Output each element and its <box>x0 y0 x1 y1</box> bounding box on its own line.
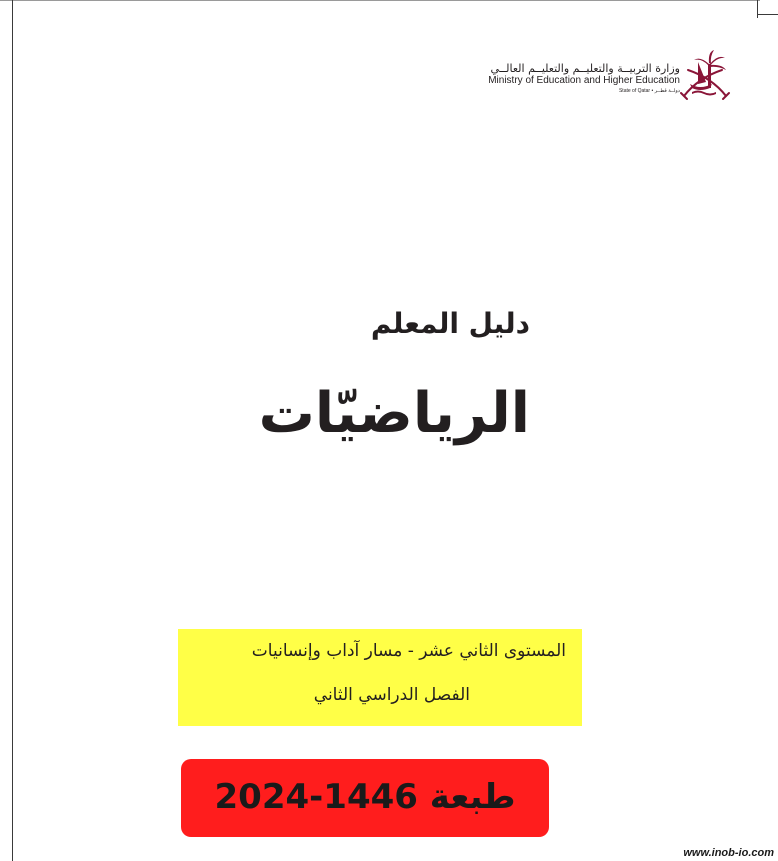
site-watermark: www.inob-io.com <box>683 847 774 859</box>
level-box <box>178 629 582 726</box>
qatar-emblem-icon <box>678 48 732 104</box>
page-border-top <box>0 0 760 1</box>
page-border-left <box>12 0 13 861</box>
ministry-header <box>460 48 750 108</box>
level-grade-track: المستوى الثاني عشر - مسار آداب وإنسانيات <box>251 641 566 661</box>
subject-title: الرياضيّات <box>258 381 530 446</box>
page-border-right <box>757 0 758 18</box>
edition-label: طبعة 1446-2024 <box>214 777 516 817</box>
guide-title: دليل المعلم <box>370 307 530 340</box>
edition-badge <box>181 759 549 837</box>
page-corner-mark <box>757 14 778 15</box>
ministry-name-english: Ministry of Education and Higher Education <box>488 75 680 86</box>
ministry-text-block <box>488 62 680 95</box>
level-semester: الفصل الدراسي الثاني <box>313 685 470 705</box>
ministry-state-label: State of Qatar • دولــة قطــر <box>618 88 680 94</box>
ministry-name-arabic: وزارة التربيــة والتعليــم والتعليــم العالــي <box>490 62 680 75</box>
